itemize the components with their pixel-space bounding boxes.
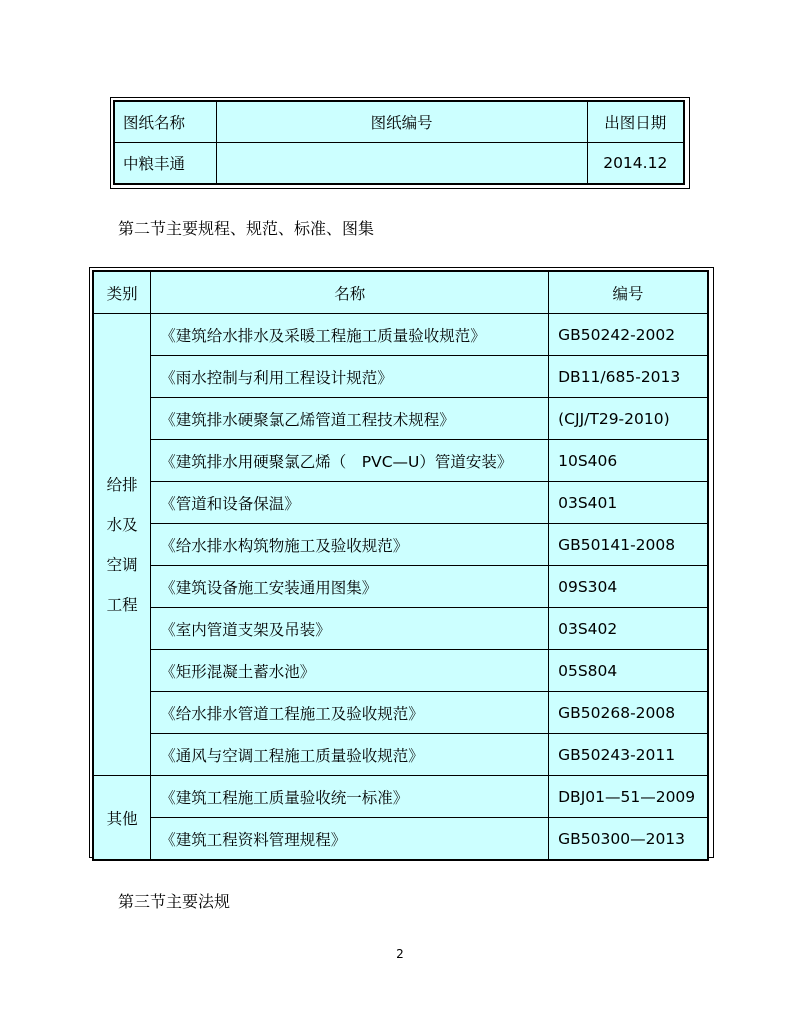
table-row [93,482,708,524]
standard-code: 03S402 [549,608,708,650]
standard-code: GB50268-2008 [549,692,708,734]
table-row [93,692,708,734]
cell-drawing-name: 中粮丰通 [114,143,216,185]
standard-name: 《建筑工程施工质量验收统一标准》 [151,776,549,818]
section2-heading: 第二节主要规程、规范、标准、图集 [118,219,375,238]
table-header-row [93,271,708,314]
standard-name: 《管道和设备保温》 [151,482,549,524]
standard-name: 《室内管道支架及吊装》 [151,608,549,650]
header-code: 编号 [549,271,708,314]
standard-code: 10S406 [549,440,708,482]
section3-heading: 第三节主要法规 [118,892,231,911]
standard-code: 09S304 [549,566,708,608]
header-drawing-number: 图纸编号 [216,101,587,143]
cell-issue-date: 2014.12 [587,143,684,185]
table-row [93,356,708,398]
category-line: 其他 [106,809,138,828]
table-row [93,818,708,861]
table-row [93,608,708,650]
standard-name: 《雨水控制与利用工程设计规范》 [151,356,549,398]
standard-name: 《建筑排水硬聚氯乙烯管道工程技术规程》 [151,398,549,440]
header-category: 类别 [93,271,151,314]
category-line: 工程 [106,595,138,614]
table-row [93,440,708,482]
standard-code: GB50141-2008 [549,524,708,566]
standard-code: 03S401 [549,482,708,524]
standard-name: 《给水排水构筑物施工及验收规范》 [151,524,549,566]
table-row [93,398,708,440]
category-line: 水及 [106,515,138,534]
header-drawing-name: 图纸名称 [114,101,216,143]
page-number: 2 [396,947,404,961]
standard-name: 《建筑给水排水及采暖工程施工质量验收规范》 [151,314,549,356]
standards-table [92,270,709,861]
header-issue-date: 出图日期 [587,101,684,143]
table-header-row [114,101,684,143]
category-other [93,776,151,861]
table-row [93,734,708,776]
table-row [93,776,708,818]
table-row [93,524,708,566]
table-row [93,314,708,356]
standard-name: 《建筑设备施工安装通用图集》 [151,566,549,608]
standard-code: DB11/685-2013 [549,356,708,398]
drawing-info-table [113,100,685,185]
table-row [93,650,708,692]
category-line: 给排 [106,475,138,494]
standard-code: GB50243-2011 [549,734,708,776]
standard-code: (CJJ/T29-2010) [549,398,708,440]
table-row [93,566,708,608]
standard-name: 《通风与空调工程施工质量验收规范》 [151,734,549,776]
standard-name: 《给水排水管道工程施工及验收规范》 [151,692,549,734]
standard-code: DBJ01—51—2009 [549,776,708,818]
cell-drawing-number [216,143,587,185]
standard-name: 《建筑工程资料管理规程》 [151,818,549,861]
standard-code: GB50300—2013 [549,818,708,861]
category-line: 空调 [106,555,138,574]
table-row [114,143,684,185]
standard-code: GB50242-2002 [549,314,708,356]
standard-code: 05S804 [549,650,708,692]
standard-name: 《建筑排水用硬聚氯乙烯（ PVC—U）管道安装》 [151,440,549,482]
category-plumbing-hvac [93,314,151,776]
standard-name: 《矩形混凝土蓄水池》 [151,650,549,692]
header-name: 名称 [151,271,549,314]
